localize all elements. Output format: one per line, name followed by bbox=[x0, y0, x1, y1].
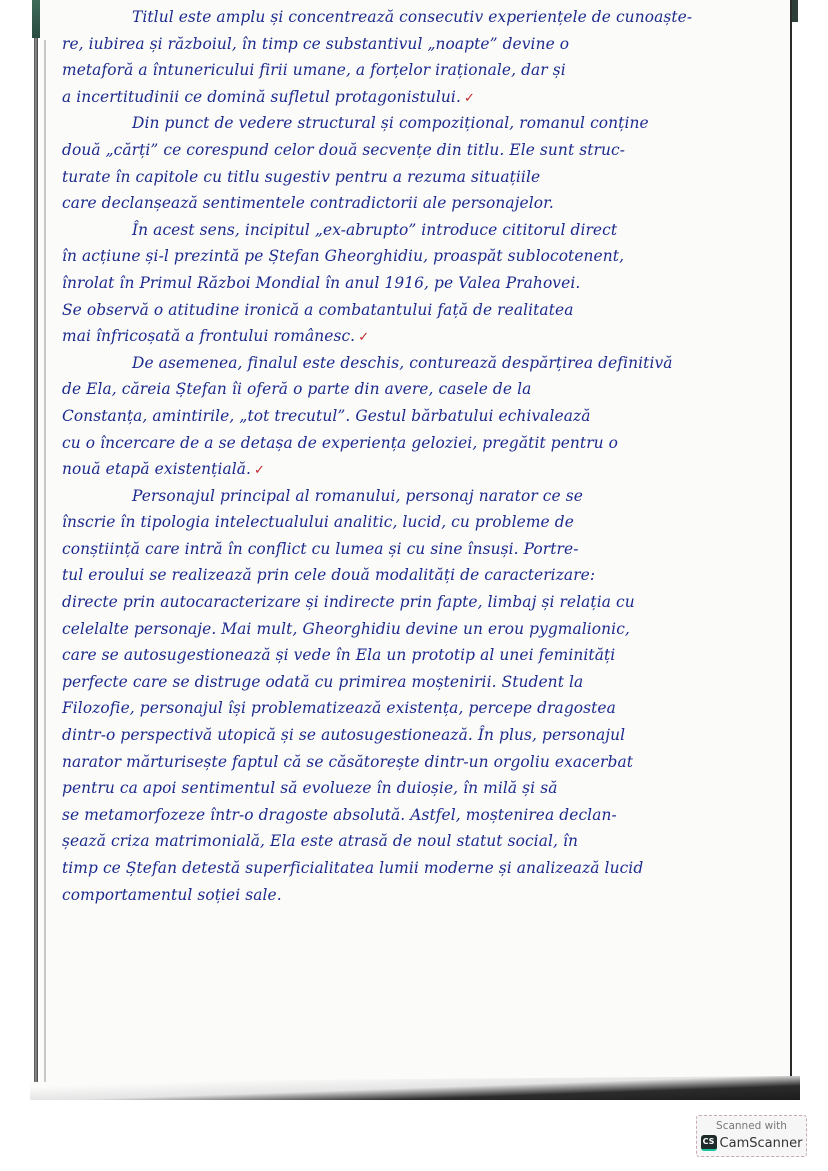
text-line: în acțiune și-l prezintă pe Ștefan Gheorghidiu, proaspăt sublocotenent, bbox=[62, 247, 625, 266]
watermark-caption: Scanned with bbox=[716, 1120, 787, 1132]
checkmark-icon: ✓ bbox=[463, 90, 475, 106]
watermark-brand-row bbox=[697, 1135, 806, 1151]
text-line: înrolat în Primul Război Mondial în anul 1916, pe Valea Prahovei. bbox=[62, 273, 581, 292]
checkmark-icon: ✓ bbox=[358, 330, 370, 346]
watermark-brand: CamScanner bbox=[719, 1135, 803, 1151]
handwritten-essay bbox=[62, 4, 787, 908]
text-line: înscrie în tipologia intelectualului analitic, lucid, cu probleme de bbox=[62, 513, 574, 532]
text-line: de Ela, căreia Ștefan îi oferă o parte din avere, casele de la bbox=[62, 380, 532, 399]
checkmark-icon: ✓ bbox=[254, 463, 266, 479]
text-line: dintr-o perspectivă utopică și se autosugestionează. În plus, personajul bbox=[62, 726, 626, 745]
text-line: cu o încercare de a se detașa de experiența geloziei, pregătit pentru o bbox=[62, 433, 619, 452]
text-line: narator mărturisește faptul că se căsătorește dintr-un orgoliu exacerbat bbox=[62, 752, 634, 771]
page-binding-edge bbox=[34, 38, 38, 1098]
text-line: Titlul este amplu și concentrează consecutiv experiențele de cunoaște- bbox=[132, 8, 693, 26]
text-line: turate în capitole cu titlu sugestiv pentru a rezuma situațiile bbox=[62, 167, 541, 186]
text-line: Constanța, amintirile, „tot trecutul”. Gestul bărbatului echivalează bbox=[62, 406, 591, 425]
text-line: metaforă a întunericului firii umane, a forțelor iraționale, dar și bbox=[62, 61, 566, 80]
text-line: mai înfricoșată a frontului românesc. ✓ bbox=[62, 327, 370, 346]
text-line: pentru ca apoi sentimentul să evolueze în duioșie, în milă și să bbox=[62, 779, 558, 798]
text-line: De asemenea, finalul este deschis, conturează despărțirea definitivă bbox=[132, 353, 673, 372]
text-line: celelalte personaje. Mai mult, Gheorghidiu devine un erou pygmalionic, bbox=[62, 619, 630, 638]
text-line: Se observă o atitudine ironică a combatantului față de realitatea bbox=[62, 300, 574, 319]
text-line: directe prin autocaracterizare și indirecte prin fapte, limbaj și relația cu bbox=[62, 593, 635, 612]
camscanner-logo-icon: CS bbox=[701, 1135, 717, 1151]
text-line: În acest sens, incipitul „ex-abrupto” introduce cititorul direct bbox=[132, 220, 618, 239]
text-line: care declanșează sentimentele contradictorii ale personajelor. bbox=[62, 194, 554, 213]
text-line: timp ce Ștefan detestă superficialitatea lumii moderne și analizează lucid bbox=[62, 859, 644, 877]
page-margin-line bbox=[44, 40, 46, 1098]
camscanner-watermark bbox=[696, 1115, 807, 1157]
text-line: Filozofie, personajul își problematizează existența, percepe dragostea bbox=[62, 699, 616, 718]
text-line: două „cărți” ce corespund celor două secvențe din titlu. Ele sunt struc- bbox=[62, 140, 625, 159]
text-line: perfecte care se distruge odată cu primirea moștenirii. Student la bbox=[62, 672, 584, 691]
text-line: Personajul principal al romanului, personaj narator ce se bbox=[132, 486, 583, 505]
text-line: care se autosugestionează și vede în Ela un prototip al unei feminități bbox=[62, 646, 616, 665]
text-line: șează criza matrimonială, Ela este atrasă de noul statut social, în bbox=[62, 832, 579, 851]
text-line: conștiință care intră în conflict cu lumea și cu sine însuși. Portre- bbox=[62, 539, 579, 558]
text-line: nouă etapă existențială. ✓ bbox=[62, 460, 266, 479]
text-line: a incertitudinii ce domină sufletul protagonistului. ✓ bbox=[62, 87, 475, 106]
text-line: re, iubirea și războiul, în timp ce substantivul „noapte” devine o bbox=[62, 34, 570, 53]
text-line: tul eroului se realizează prin cele două modalități de caracterizare: bbox=[62, 566, 596, 585]
text-line: se metamorfozeze într-o dragoste absolută. Astfel, moștenirea declan- bbox=[62, 805, 617, 824]
text-line: comportamentul soției sale. bbox=[62, 885, 282, 904]
text-line: Din punct de vedere structural și compozițional, romanul conține bbox=[132, 114, 649, 133]
